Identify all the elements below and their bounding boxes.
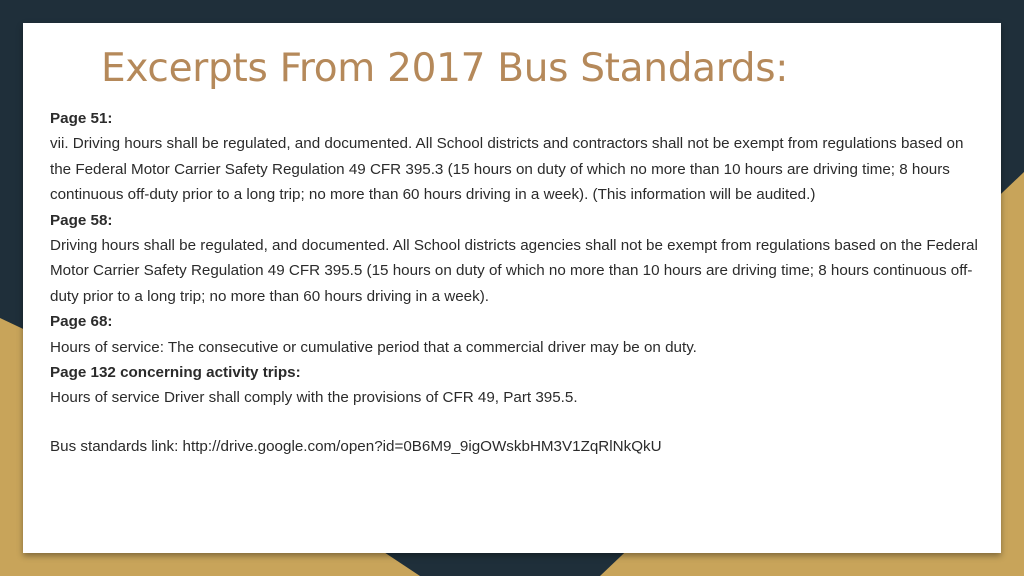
section-heading-page-51: Page 51:: [50, 110, 113, 127]
section-heading-page-132: Page 132 concerning activity trips:: [50, 364, 301, 382]
section-text-page-132: Hours of service Driver shall comply with the provisions of CFR 49, Part 395.5.: [50, 389, 578, 407]
bus-standards-link[interactable]: Bus standards link: http://drive.google.com/open?id=0B6M9_9igOWskbHM3V1ZqRlNkQkU: [50, 437, 662, 455]
section-heading-page-68: Page 68:: [50, 313, 113, 331]
spacer: [50, 411, 985, 434]
slide-body: [50, 106, 985, 459]
section-heading-page-58: Page 58:: [50, 211, 113, 229]
section-text-page-58: Driving hours shall be regulated, and documented. All School districts agencies shall not be exempt from regulations based on the Federal Motor Carrier Safety Regulation 49 CFR 395.5 (15 hours on duty of which no more than 10 hours are driving time; 8 hours continuous off-duty prior to a long trip; no more than 60 hours driving in a week).: [50, 237, 978, 305]
slide-title: Excerpts From 2017 Bus Standards:: [101, 46, 789, 91]
section-text-page-51: vii. Driving hours shall be regulated, and documented. All School districts and contractors shall not be exempt from regulations based on the Federal Motor Carrier Safety Regulation 49 CFR 395.3 (15 hours on duty of which no more than 10 hours are driving time; 8 hours continuous off-duty prior to a long trip; no more than 60 hours driving in a week). (This information will be audited.): [50, 135, 964, 204]
section-text-page-68: Hours of service: The consecutive or cumulative period that a commercial driver may be on duty.: [50, 338, 697, 356]
slide-card: [23, 23, 1001, 553]
